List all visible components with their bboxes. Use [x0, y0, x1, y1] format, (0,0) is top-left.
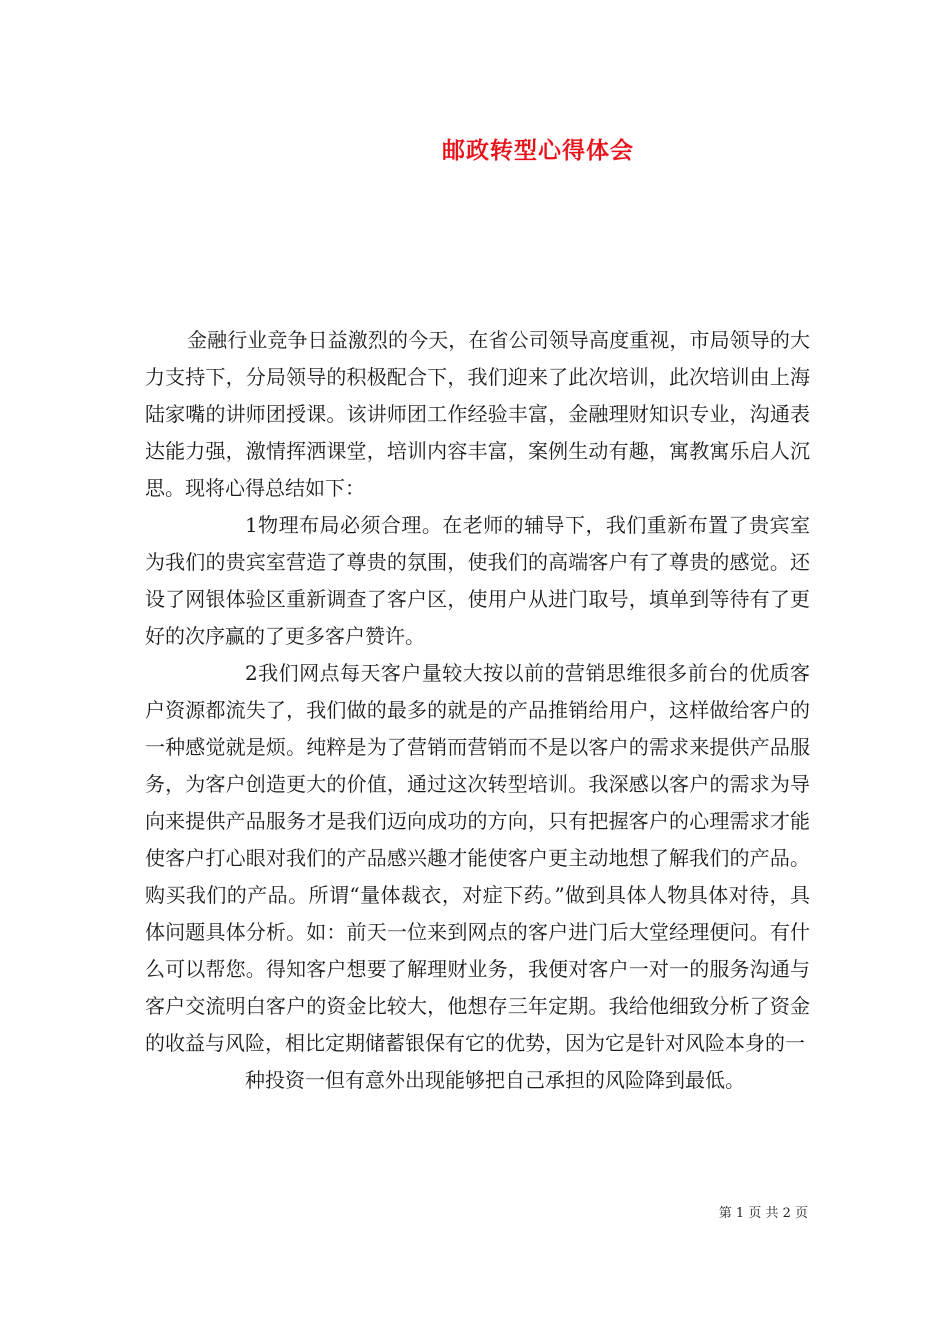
paragraph-point-2: 2我们网点每天客户量较大按以前的营销思维很多前台的优质客户资源都流失了，我们做的最多的就是的产品推销给用户，这样做给客户的一种感觉就是烦。纯粹是为了营销而营销而不是以客户的需求来提供产品服务，为客户创造更大的价值，通过这次转型培训。我深感以客户的需求为导向来提供产品服务才是我们迈向成功的方向，只有把握客户的心理需求才能使客户打心眼对我们的产品感兴趣才能使客户更主动地想了解我们的产品。购买我们的产品。所谓“量体裁衣，对症下药。”做到具体人物具体对待，具体问题具体分析。如：前天一位来到网点的客户进门后大堂经理便问。有什么可以帮您。得知客户想要了解理财业务，我便对客户一对一的服务沟通与客户交流明白客户的资金比较大，他想存三年定期。我给他细致分析了资金的收益与风险，相比定期储蓄银保有它的优势，因为它是针对风险本身的一	[145, 661, 810, 1055]
paragraph-intro: 金融行业竞争日益激烈的今天，在省公司领导高度重视，市局领导的大力支持下，分局领导的积极配合下，我们迎来了此次培训，此次培训由上海陆家嘴的讲师团授课。该讲师团工作经验丰富，金融理财知识专业，沟通表达能力强，激情挥洒课堂，培训内容丰富，案例生动有趣，寓教寓乐启人沉思。现将心得总结如下：	[145, 328, 810, 500]
document-body	[145, 322, 810, 1099]
document-title: 邮政转型心得体会	[442, 137, 634, 164]
page-number-footer: 第 1 页 共 2 页	[718, 1206, 808, 1221]
paragraph-continuation: 种投资一但有意外出现能够把自己承担的风险降到最低。	[245, 1068, 745, 1092]
paragraph-point-1: 1物理布局必须合理。在老师的辅导下，我们重新布置了贵宾室为我们的贵宾室营造了尊贵的氛围，使我们的高端客户有了尊贵的感觉。还设了网银体验区重新调查了客户区，使用户从进门取号，填单到等待有了更好的次序赢的了更多客户赞许。	[145, 513, 810, 648]
